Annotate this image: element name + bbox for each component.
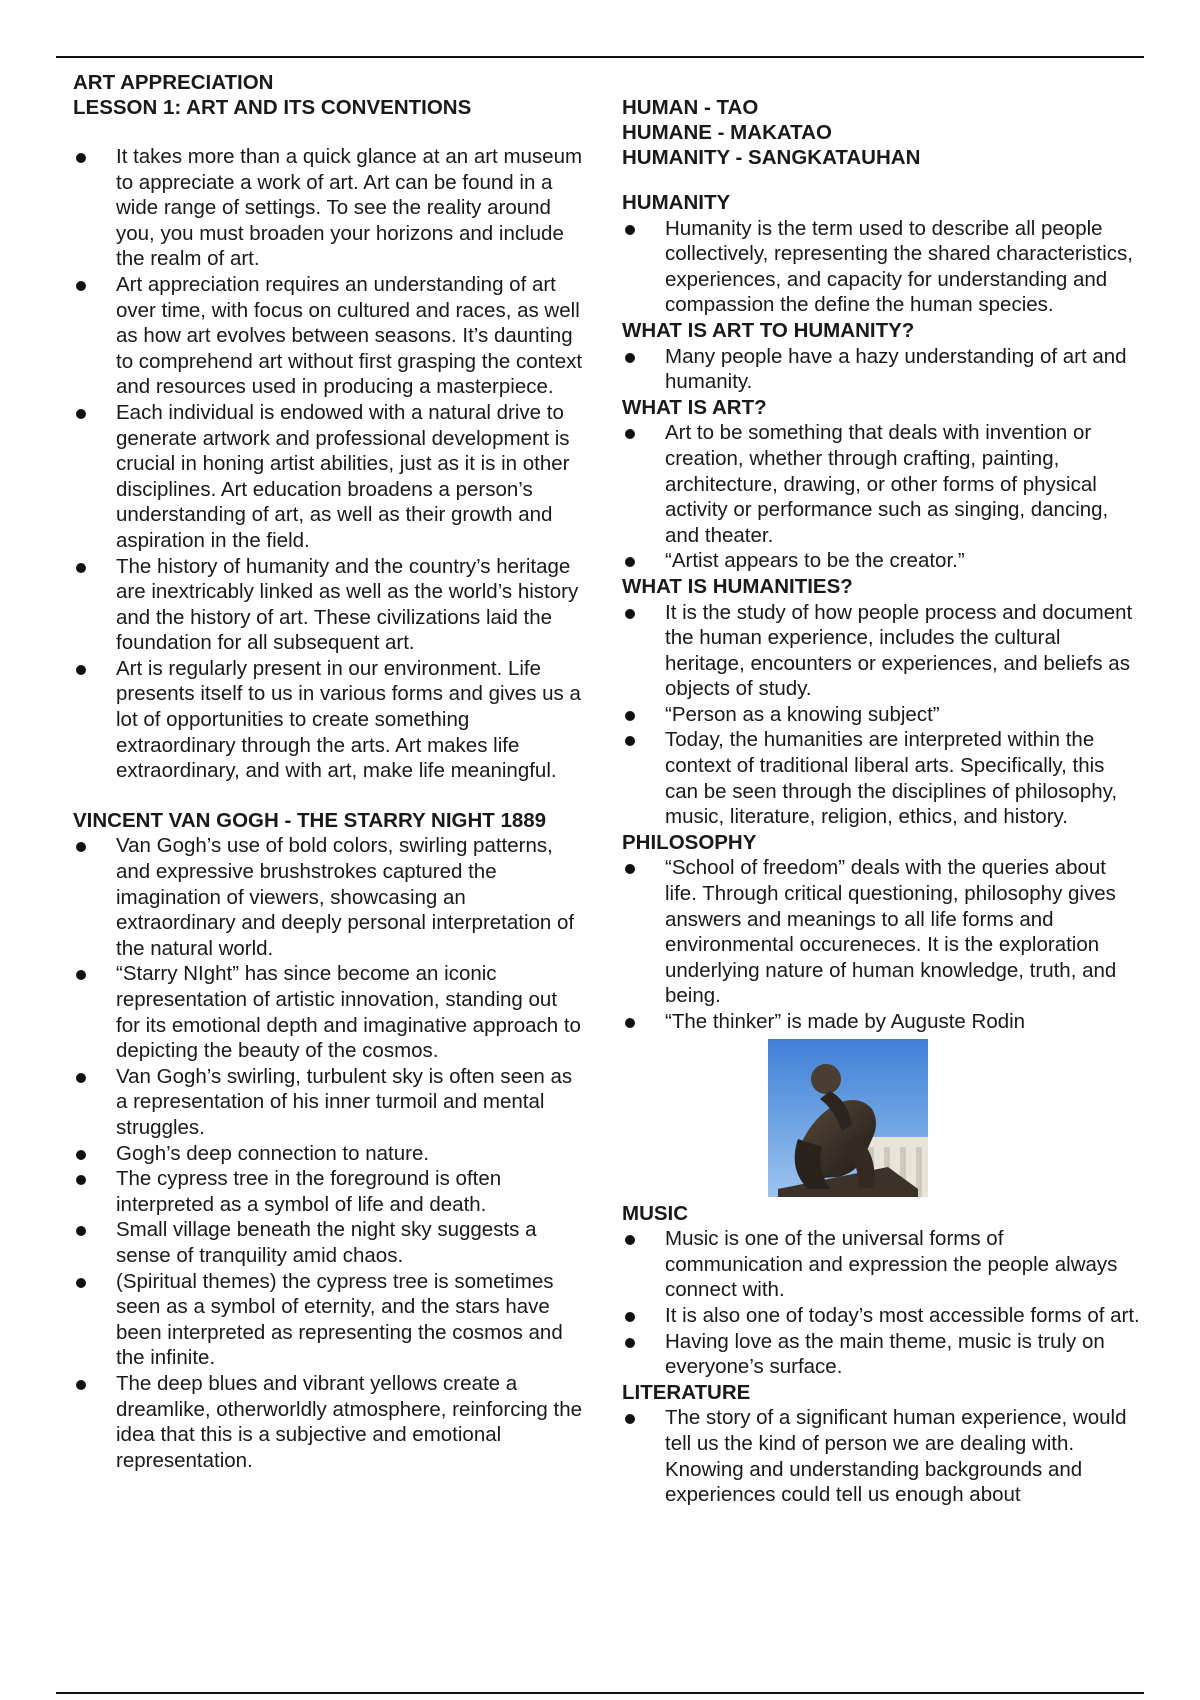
term-humane: HUMANE - MAKATAO [622, 121, 832, 144]
top-rule [56, 56, 1144, 58]
list-item: “School of freedom” deals with the queries about life. Through critical questioning, philosophy gives answers and meanings to all life forms and environmental occureneces. It is the exploration underlying nature of human knowledge, truth, and being. [622, 855, 1142, 1009]
list-item: It is also one of today’s most accessible forms of art. [622, 1303, 1142, 1329]
list-item: The cypress tree in the foreground is often interpreted as a symbol of life and death. [73, 1166, 583, 1217]
what-is-art-heading: WHAT IS ART? [622, 395, 767, 419]
art-to-humanity-heading: WHAT IS ART TO HUMANITY? [622, 318, 915, 342]
list-item: “Person as a knowing subject” [622, 702, 1142, 728]
humanities-list [622, 600, 1142, 830]
literature-heading: LITERATURE [622, 1380, 751, 1404]
term-human: HUMAN - TAO [622, 96, 759, 119]
list-item: Each individual is endowed with a natural drive to generate artwork and professional development is crucial in honing artist abilities, just as it is in other disciplines. Art education broadens a person’s understanding of art, as well as their growth and aspiration in the field. [73, 400, 583, 554]
vangogh-list [73, 833, 583, 1473]
left-column [73, 70, 583, 1473]
bottom-rule [56, 1692, 1144, 1694]
list-item: “Starry NIght” has since become an iconic representation of artistic innovation, standing out for its emotional depth and imaginative approach to depicting the beauty of the cosmos. [73, 961, 583, 1063]
list-item: Art to be something that deals with invention or creation, whether through crafting, painting, architecture, drawing, or other forms of physical activity or performance such as singing, dancing, and theater. [622, 420, 1142, 548]
list-item: “Artist appears to be the creator.” [622, 548, 1142, 574]
the-thinker-sculpture-image [768, 1039, 928, 1197]
list-item: “The thinker” is made by Auguste Rodin [622, 1009, 1142, 1035]
list-item: Van Gogh’s swirling, turbulent sky is often seen as a representation of his inner turmoil and mental struggles. [73, 1064, 583, 1141]
list-item: The history of humanity and the country’s heritage are inextricably linked as well as the world’s history and the history of art. These civilizations laid the foundation for all subsequent art. [73, 554, 583, 656]
music-list [622, 1226, 1142, 1380]
term-humanity: HUMANITY - SANGKATAUHAN [622, 146, 921, 169]
sculpture-illustration [768, 1039, 928, 1197]
list-item: Many people have a hazy understanding of art and humanity. [622, 344, 1142, 395]
list-item: Art appreciation requires an understanding of art over time, with focus on cultured and races, as well as how art evolves between seasons. It’s daunting to comprehend art without first grasping the context and resources used in producing a masterpiece. [73, 272, 583, 400]
list-item: Having love as the main theme, music is truly on everyone’s surface. [622, 1329, 1142, 1380]
list-item: The deep blues and vibrant yellows create a dreamlike, otherworldly atmosphere, reinforcing the idea that this is a subjective and emotional representation. [73, 1371, 583, 1473]
humanities-heading: WHAT IS HUMANITIES? [622, 574, 853, 598]
course-title: ART APPRECIATION [73, 71, 274, 94]
list-item: (Spiritual themes) the cypress tree is sometimes seen as a symbol of eternity, and the stars have been interpreted as representing the cosmos and the infinite. [73, 1269, 583, 1371]
list-item: Humanity is the term used to describe all people collectively, representing the shared characteristics, experiences, and capacity for understanding and compassion the define the human species. [622, 216, 1142, 318]
list-item: Van Gogh’s use of bold colors, swirling patterns, and expressive brushstrokes captured the imagination of viewers, showcasing an extraordinary and deeply personal interpretation of the natural world. [73, 833, 583, 961]
list-item: The story of a significant human experience, would tell us the kind of person we are dealing with. Knowing and understanding backgrounds and experiences could tell us enough about [622, 1405, 1142, 1507]
humanity-heading: HUMANITY [622, 191, 731, 214]
list-item: Music is one of the universal forms of communication and expression the people always connect with. [622, 1226, 1142, 1303]
literature-list [622, 1405, 1142, 1507]
lesson-title: LESSON 1: ART AND ITS CONVENTIONS [73, 96, 472, 119]
list-item: Today, the humanities are interpreted within the context of traditional liberal arts. Specifically, this can be seen through the disciplines of philosophy, music, literature, religion, ethics, and history. [622, 727, 1142, 829]
list-item: It is the study of how people process and document the human experience, includes the cultural heritage, encounters or experiences, and beliefs as objects of study. [622, 600, 1142, 702]
list-item: Art is regularly present in our environment. Life presents itself to us in various forms and gives us a lot of opportunities to create something extraordinary through the arts. Art makes life extraordinary, and with art, make life meaningful. [73, 656, 583, 784]
list-item: It takes more than a quick glance at an art museum to appreciate a work of art. Art can be found in a wide range of settings. To see the reality around you, you must broaden your horizons and include the realm of art. [73, 144, 583, 272]
vangogh-heading: VINCENT VAN GOGH - THE STARRY NIGHT 1889 [73, 808, 547, 832]
art-to-humanity-list [622, 344, 1142, 395]
intro-list [73, 144, 583, 784]
philosophy-heading: PHILOSOPHY [622, 830, 757, 854]
what-is-art-list [622, 420, 1142, 574]
humanity-list [622, 216, 1142, 318]
music-heading: MUSIC [622, 1201, 689, 1225]
philosophy-list [622, 855, 1142, 1034]
right-column [622, 70, 1142, 1508]
list-item: Gogh’s deep connection to nature. [73, 1141, 583, 1167]
list-item: Small village beneath the night sky suggests a sense of tranquility amid chaos. [73, 1217, 583, 1268]
